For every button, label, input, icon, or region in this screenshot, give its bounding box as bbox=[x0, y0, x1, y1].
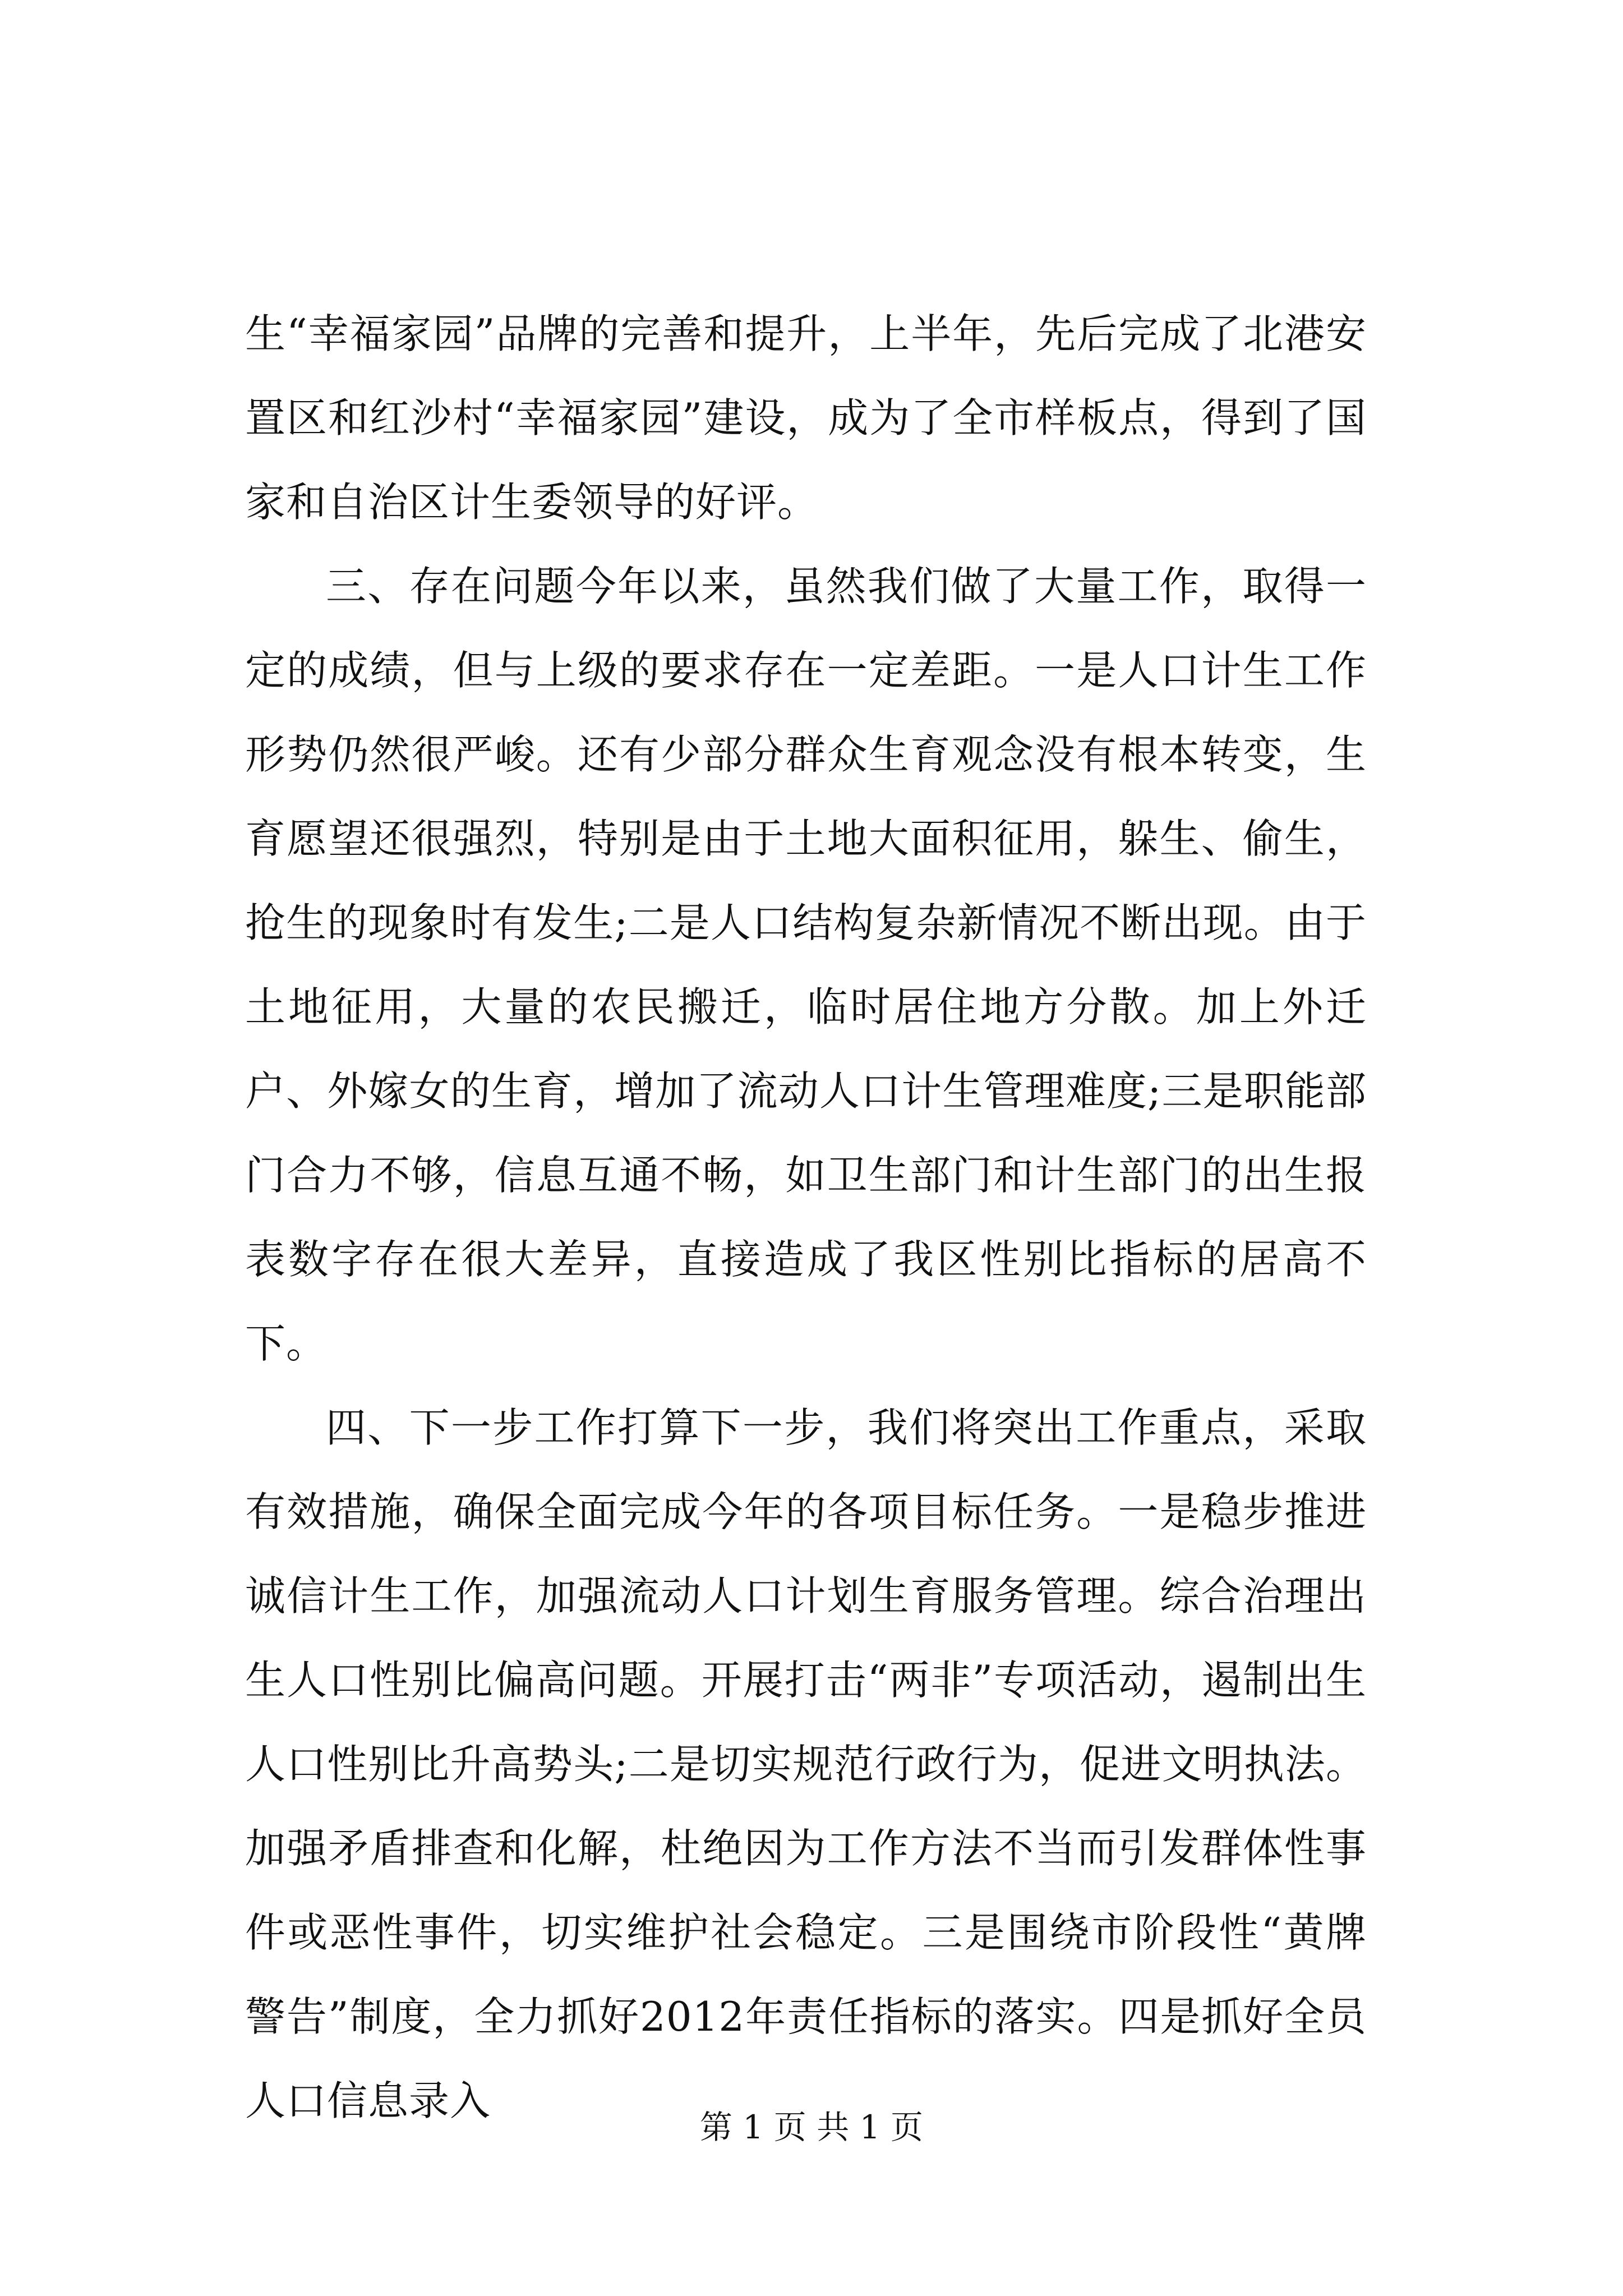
paragraph-continuation: 生“幸福家园”品牌的完善和提升，上半年，先后完成了北港安置区和红沙村“幸福家园”建设，成为了全市样板点，得到了国家和自治区计生委领导的好评。 bbox=[245, 310, 1367, 526]
paragraph-next-steps: 四、下一步工作打算下一步，我们将突出工作重点，采取有效措施，确保全面完成今年的各项目标任务。一是稳步推进诚信计生工作，加强流动人口计划生育服务管理。综合治理出生人口性别比偏高问题。开展打击“两非”专项活动，遏制出生人口性别比升高势头;二是切实规范行政行为，促进文明执法。加强矛盾排查和化解，杜绝因为工作方法不当而引发群体性事件或恶性事件，切实维护社会稳定。三是围绕市阶段性“黄牌警告”制度，全力抓好2012年责任指标的落实。四是抓好全员人口信息录入 bbox=[245, 1404, 1367, 2124]
page-number-label: 第 1 页 共 1 页 bbox=[700, 2108, 923, 2146]
document-body bbox=[245, 292, 1367, 2143]
paragraph-problems: 三、存在问题今年以来，虽然我们做了大量工作，取得一定的成绩，但与上级的要求存在一定差距。一是人口计生工作形势仍然很严峻。还有少部分群众生育观念没有根本转变，生育愿望还很强烈，特别是由于土地大面积征用，躲生、偷生，抢生的现象时有发生;二是人口结构复杂新情况不断出现。由于土地征用，大量的农民搬迁，临时居住地方分散。加上外迁户、外嫁女的生育，增加了流动人口计生管理难度;三是职能部门合力不够，信息互通不畅，如卫生部门和计生部门的出生报表数字存在很大差异，直接造成了我区性别比指标的居高不下。 bbox=[245, 563, 1367, 1367]
page-footer bbox=[0, 2105, 1623, 2150]
